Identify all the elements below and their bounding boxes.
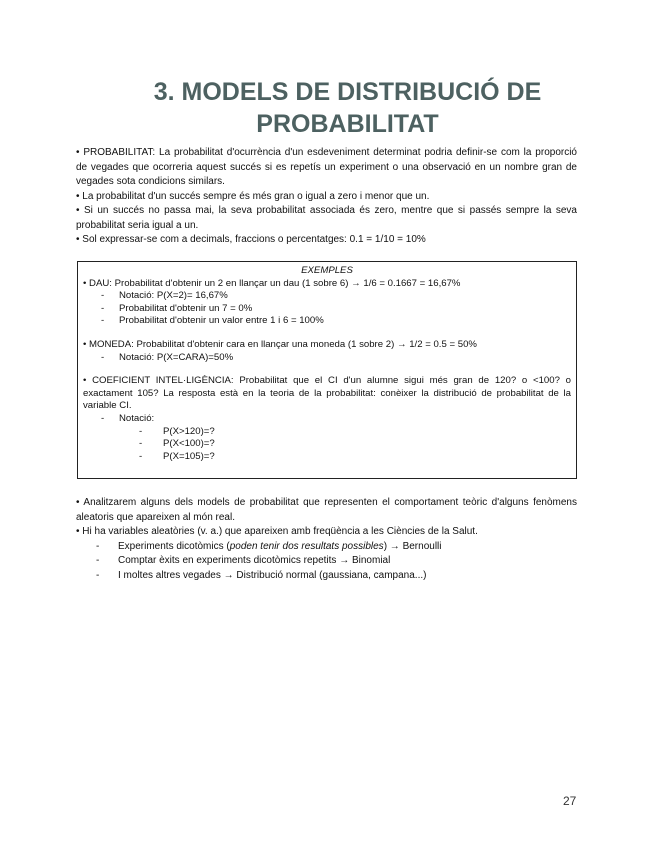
example-ci: • COEFICIENT INTEL·LIGÈNCIA: Probabilitat que el CI d'un alumne sigui més gran de 120? o <100? o exactament 105? La resposta està en la teoria de la probabilitat: conèixer la distribució de probabilitat de la variable CI. [83, 375, 571, 412]
example-dau: • DAU: Probabilitat d'obtenir un 2 en llançar un dau (1 sobre 6) → 1/6 = 0.1667 = 16,67% [83, 277, 461, 289]
list-item [76, 540, 577, 555]
list-item-text: Notació: [119, 412, 155, 424]
examples-heading: EXEMPLES [301, 265, 353, 276]
dash-bullet: - [139, 438, 143, 450]
dash-bullet: - [96, 555, 100, 566]
dash-bullet: - [139, 450, 143, 462]
list-item-text: Probabilitat d'obtenir un 7 = 0% [119, 302, 253, 314]
intro-paragraph: • PROBABILITAT: La probabilitat d'ocurrència d'un esdeveniment determinat podria definir-se com la proporció de vegades que ocorreria aquest succés si es repetís un experiment o una observació en un nombre gran de vegades sota condicions similars. [76, 147, 577, 187]
list-item-text: P(X=105)=? [163, 450, 215, 462]
list-item [76, 569, 577, 584]
list-item [83, 413, 571, 426]
dash-bullet: - [101, 290, 105, 302]
list-item [83, 303, 571, 316]
list-item-text: Notació: P(X=CARA)=50% [119, 351, 234, 363]
dash-bullet: - [96, 569, 100, 581]
intro-paragraph: • La probabilitat d'un succés sempre és més gran o igual a zero i menor que un. [76, 190, 430, 202]
list-item [76, 554, 577, 569]
page-number: 27 [563, 794, 577, 808]
outro-section [76, 496, 577, 583]
list-item [83, 426, 571, 439]
outro-paragraph: • Hi ha variables aleatòries (v. a.) que apareixen amb freqüència a les Ciències de la Salut. [76, 526, 478, 537]
list-item [83, 451, 571, 464]
example-moneda: • MONEDA: Probabilitat d'obtenir cara en llançar una moneda (1 sobre 2) → 1/2 = 0.5 = 50% [83, 338, 477, 350]
list-item-text: P(X>120)=? [163, 425, 215, 437]
list-item-text: Comptar èxits en experiments dicotòmics repetits → Binomial [118, 555, 391, 566]
intro-paragraph: • Si un succés no passa mai, la seva probabilitat associada és zero, mentre que si passés sempre la seva probabilitat seria igual a un. [76, 205, 577, 231]
list-item [83, 290, 571, 303]
intro-section [76, 146, 577, 248]
list-item [83, 352, 571, 365]
intro-paragraph: • Sol expressar-se com a decimals, fraccions o percentatges: 0.1 = 1/10 = 10% [76, 234, 426, 245]
dash-bullet: - [101, 412, 105, 424]
list-item [83, 315, 571, 328]
examples-box [77, 261, 577, 479]
dash-bullet: - [96, 540, 100, 552]
list-item-text: Notació: P(X=2)= 16,67% [119, 290, 228, 302]
dash-bullet: - [139, 425, 143, 437]
dash-bullet: - [101, 302, 105, 314]
dash-bullet: - [101, 351, 105, 363]
list-item [83, 438, 571, 451]
list-item-text: I moltes altres vegades → Distribució normal (gaussiana, campana...) [118, 569, 427, 581]
page-title-line-1: 3. MODELS DE DISTRIBUCIÓ DE [153, 78, 542, 106]
page-title-line-2: PROBABILITAT [256, 110, 439, 138]
list-item-text: P(X<100)=? [163, 438, 215, 450]
page-title [100, 76, 595, 140]
list-item-text: Probabilitat d'obtenir un valor entre 1 i 6 = 100% [119, 315, 324, 327]
dash-bullet: - [101, 315, 105, 327]
outro-paragraph: • Analitzarem alguns dels models de probabilitat que representen el comportament teòric d'alguns fenòmens aleatoris que apareixen al món real. [76, 497, 577, 523]
list-item-text: Experiments dicotòmics (poden tenir dos resultats possibles) → Bernoulli [118, 540, 442, 552]
